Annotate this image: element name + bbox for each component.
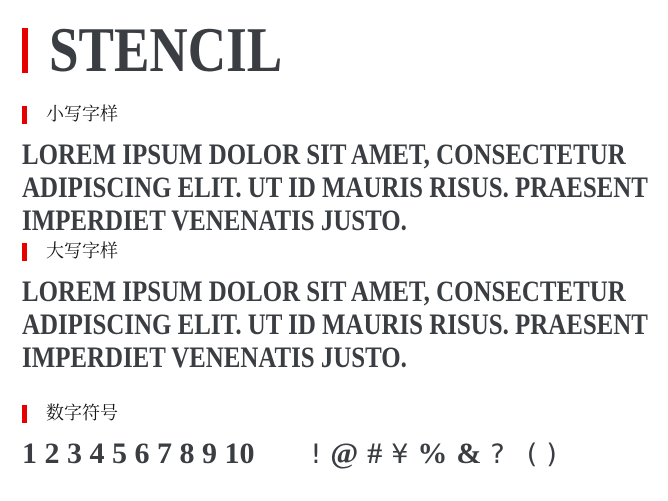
symbols-row (311, 437, 566, 471)
section-heading-numbers: 数字符号 (46, 403, 118, 424)
section-accent-bar (22, 106, 27, 124)
section-accent-bar (22, 243, 27, 261)
symbol-glyph: ) (546, 439, 557, 470)
numbers-heading-row (22, 405, 648, 423)
symbol-glyph: ! (310, 439, 322, 470)
numbers-symbols-row (22, 437, 648, 471)
numbers-sample: 1 2 3 4 5 6 7 8 9 10 (22, 437, 255, 470)
lowercase-sample-section (22, 106, 648, 237)
sample-line: ADIPISCING ELIT. UT ID MAURIS RISUS. PRAESENT (22, 171, 648, 204)
uppercase-heading-row (22, 243, 648, 261)
numbers-symbols-section (22, 405, 648, 471)
lowercase-sample-text (22, 138, 648, 237)
sample-line: LOREM IPSUM DOLOR SIT AMET, CONSECTETUR (22, 138, 626, 171)
section-heading-lowercase: 小写字样 (46, 104, 118, 125)
font-title-header (22, 14, 648, 85)
symbol-glyph: ? (490, 439, 505, 470)
sample-line: IMPERDIET VENENATIS JUSTO. (22, 204, 407, 237)
sample-line: LOREM IPSUM DOLOR SIT AMET, CONSECTETUR (22, 275, 626, 308)
uppercase-sample-text (22, 275, 648, 374)
symbol-glyph: ¥ (391, 439, 409, 470)
symbol-glyph: % (417, 437, 448, 470)
sample-line: IMPERDIET VENENATIS JUSTO. (22, 341, 407, 374)
sample-line: ADIPISCING ELIT. UT ID MAURIS RISUS. PRAESENT (22, 308, 648, 341)
section-accent-bar (22, 405, 27, 423)
lowercase-heading-row (22, 106, 648, 124)
symbol-glyph: ( (526, 439, 538, 470)
symbol-glyph: # (367, 437, 383, 470)
uppercase-sample-section (22, 243, 648, 374)
section-heading-uppercase: 大写字样 (46, 241, 118, 262)
font-name-title: STENCIL (49, 14, 283, 85)
title-accent-bar (22, 28, 28, 73)
symbol-glyph: & (456, 437, 482, 470)
symbol-glyph: @ (330, 437, 359, 470)
